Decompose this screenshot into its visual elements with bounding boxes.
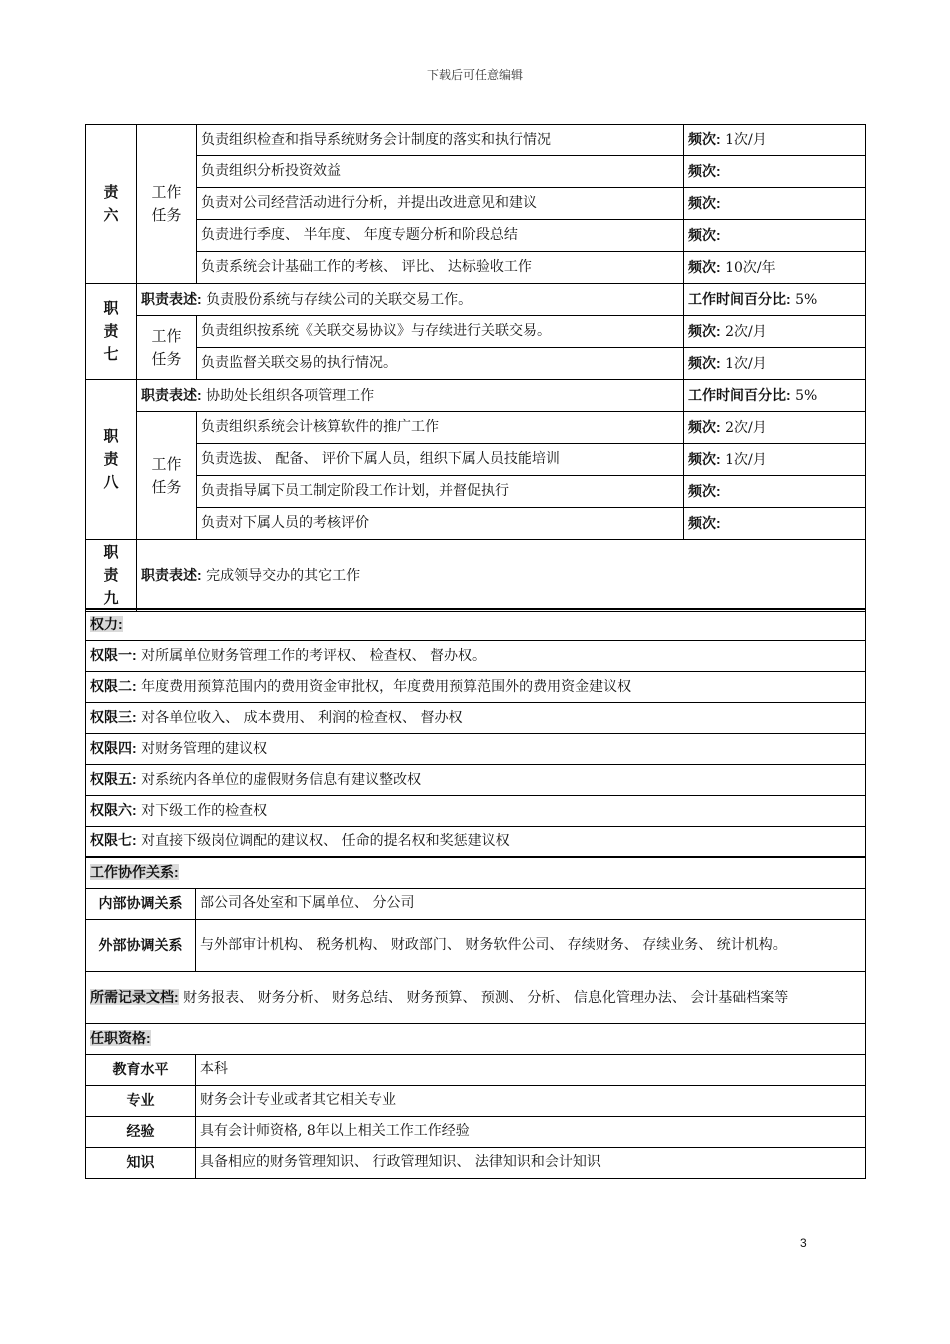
duty7-statement-row (86, 284, 866, 316)
duty6-freq-3: 频次: (684, 188, 866, 220)
duty6-row-1 (86, 125, 866, 156)
duty9-statement: 职责表述: 完成领导交办的其它工作 (137, 540, 866, 612)
authority-table (85, 608, 866, 1179)
authority-item-1: 权限一: 对所属单位财务管理工作的考评权、 检查权、 督办权。 (86, 640, 866, 671)
page-number: 3 (800, 1236, 807, 1250)
duty8-label: 职 责 八 (86, 380, 137, 540)
qualification-row-knowledge (86, 1147, 866, 1178)
duty6-freq-1: 频次: 1次/月 (684, 125, 866, 156)
duty6-task-label: 工作 任务 (137, 125, 197, 284)
authority-title-row (86, 609, 866, 640)
duty7-row-2 (86, 348, 866, 380)
external-coordination-label: 外部协调关系 (86, 919, 196, 971)
internal-coordination-label: 内部协调关系 (86, 888, 196, 919)
duty6-row-3 (86, 188, 866, 220)
duty9-label: 职 责 九 (86, 540, 137, 612)
duty8-freq-3: 频次: (684, 476, 866, 508)
authority-item-6: 权限六: 对下级工作的检查权 (86, 795, 866, 826)
duty8-task-4: 负责对下属人员的考核评价 (197, 508, 684, 540)
duty8-task-label: 工作 任务 (137, 412, 197, 540)
duty7-label: 职 责 七 (86, 284, 137, 380)
duty6-task-3: 负责对公司经营活动进行分析，并提出改进意见和建议 (197, 188, 684, 220)
duty8-row-1 (86, 412, 866, 444)
duty7-row-1 (86, 316, 866, 348)
experience-value: 具有会计师资格, 8年以上相关工作工作经验 (196, 1116, 866, 1147)
duty8-freq-2: 频次: 1次/月 (684, 444, 866, 476)
duty6-task-5: 负责系统会计基础工作的考核、 评比、 达标验收工作 (197, 252, 684, 284)
authority-title: 权力: (86, 609, 866, 640)
duty6-task-1: 负责组织检查和指导系统财务会计制度的落实和执行情况 (197, 125, 684, 156)
major-label: 专业 (86, 1085, 196, 1116)
duty6-row-4 (86, 220, 866, 252)
duty6-freq-4: 频次: (684, 220, 866, 252)
qualification-row-experience (86, 1116, 866, 1147)
duty7-task-label: 工作 任务 (137, 316, 197, 380)
authority-item-3: 权限三: 对各单位收入、 成本费用、 利润的检查权、 督办权 (86, 702, 866, 733)
duty7-freq-2: 频次: 1次/月 (684, 348, 866, 380)
duty8-statement: 职责表述: 协助处长组织各项管理工作 (137, 380, 684, 412)
duties-table (85, 124, 866, 612)
duty7-task-1: 负责组织按系统《关联交易协议》与存续进行关联交易。 (197, 316, 684, 348)
duty9-row (86, 540, 866, 612)
duty8-time-percent: 工作时间百分比: 5% (684, 380, 866, 412)
external-coordination-row (86, 919, 866, 971)
duty6-task-4: 负责进行季度、 半年度、 年度专题分析和阶段总结 (197, 220, 684, 252)
duty7-task-2: 负责监督关联交易的执行情况。 (197, 348, 684, 380)
duty8-row-2 (86, 444, 866, 476)
internal-coordination-row (86, 888, 866, 919)
duty8-statement-row (86, 380, 866, 412)
cooperation-title: 工作协作关系: (86, 857, 866, 888)
education-value: 本科 (196, 1054, 866, 1085)
internal-coordination-value: 部公司各处室和下属单位、 分公司 (196, 888, 866, 919)
duty8-task-1: 负责组织系统会计核算软件的推广工作 (197, 412, 684, 444)
qualification-title-row (86, 1023, 866, 1054)
duty8-task-3: 负责指导属下员工制定阶段工作计划，并督促执行 (197, 476, 684, 508)
duty8-row-4 (86, 508, 866, 540)
cooperation-title-row (86, 857, 866, 888)
duty7-statement: 职责表述: 负责股份系统与存续公司的关联交易工作。 (137, 284, 684, 316)
knowledge-label: 知识 (86, 1147, 196, 1178)
duty7-time-percent: 工作时间百分比: 5% (684, 284, 866, 316)
major-value: 财务会计专业或者其它相关专业 (196, 1085, 866, 1116)
authority-item-2: 权限二: 年度费用预算范围内的费用资金审批权，年度费用预算范围外的费用资金建议权 (86, 671, 866, 702)
duty6-row-5 (86, 252, 866, 284)
experience-label: 经验 (86, 1116, 196, 1147)
education-label: 教育水平 (86, 1054, 196, 1085)
duty6-task-2: 负责组织分析投资效益 (197, 156, 684, 188)
duty8-row-3 (86, 476, 866, 508)
duty8-freq-1: 频次: 2次/月 (684, 412, 866, 444)
qualification-title: 任职资格: (86, 1023, 866, 1054)
duty6-freq-5: 频次: 10次/年 (684, 252, 866, 284)
duty6-label: 责 六 (86, 125, 137, 284)
qualification-row-education (86, 1054, 866, 1085)
external-coordination-value: 与外部审计机构、 税务机构、 财政部门、 财务软件公司、 存续财务、 存续业务、 统计机构。 (196, 919, 866, 971)
duty7-freq-1: 频次: 2次/月 (684, 316, 866, 348)
page-header: 下载后可任意编辑 (426, 68, 523, 82)
authority-item-4: 权限四: 对财务管理的建议权 (86, 733, 866, 764)
duty6-row-2 (86, 156, 866, 188)
authority-item-7: 权限七: 对直接下级岗位调配的建议权、 任命的提名权和奖惩建议权 (86, 826, 866, 857)
authority-item-5: 权限五: 对系统内各单位的虚假财务信息有建议整改权 (86, 764, 866, 795)
records-row (86, 971, 866, 1023)
knowledge-value: 具备相应的财务管理知识、 行政管理知识、 法律知识和会计知识 (196, 1147, 866, 1178)
duty8-task-2: 负责选拔、 配备、 评价下属人员，组织下属人员技能培训 (197, 444, 684, 476)
records-value: 所需记录文档: 财务报表、 财务分析、 财务总结、 财务预算、 预测、 分析、 信息化管理办法、 会计基础档案等 (86, 971, 866, 1023)
duty8-freq-4: 频次: (684, 508, 866, 540)
duty6-freq-2: 频次: (684, 156, 866, 188)
qualification-row-major (86, 1085, 866, 1116)
